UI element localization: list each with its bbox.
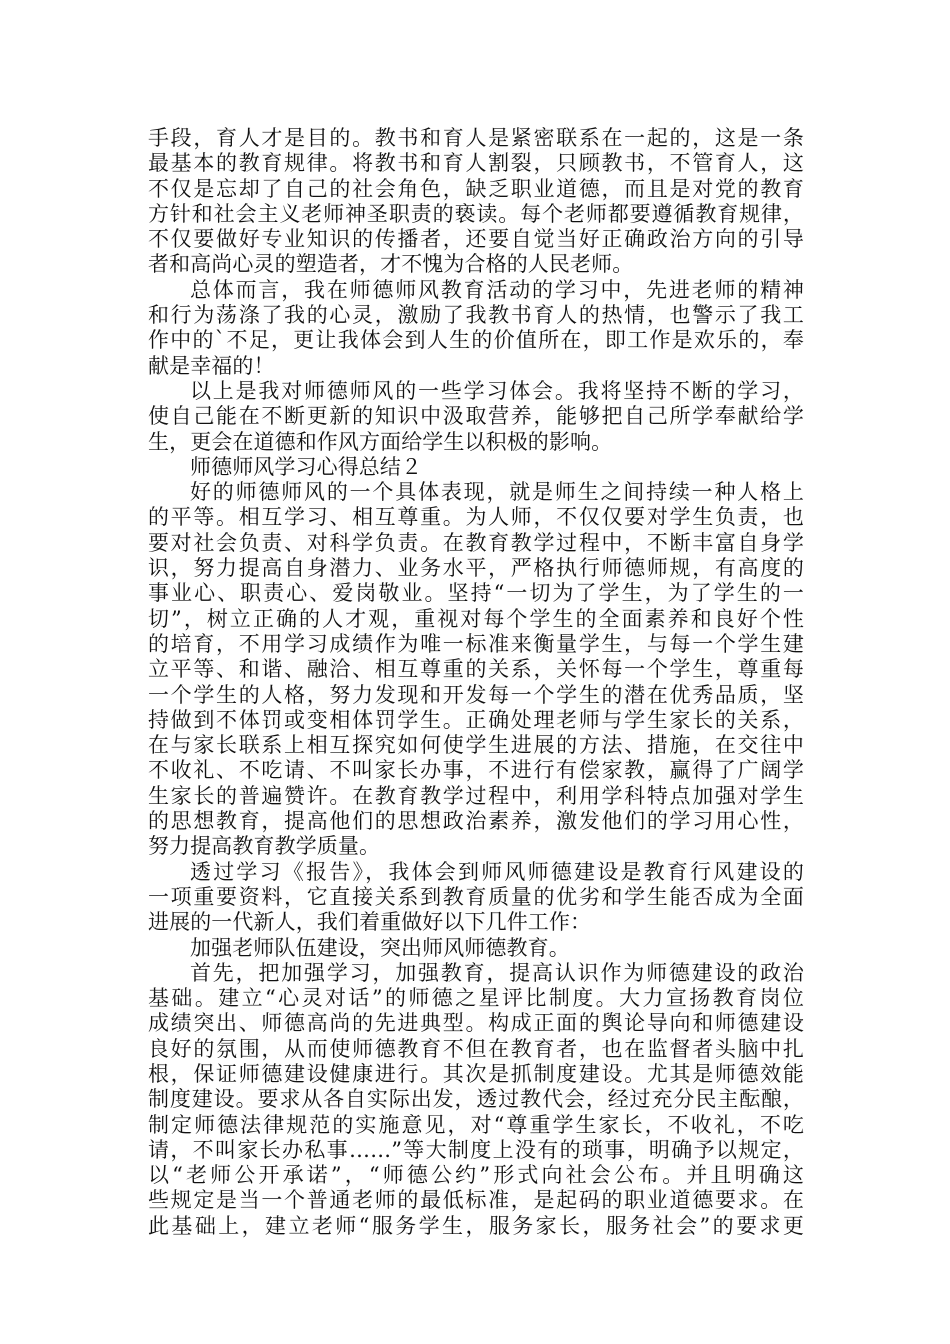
text-line: 根，保证师德建设健康进行。其次是抓制度建设。尤其是师德效能: [148, 1061, 804, 1086]
text-line: 要对社会负责、对科学负责。在教育教学过程中，不断丰富自身学: [148, 530, 804, 555]
text-line: 方针和社会主义老师神圣职责的亵读。每个老师都要遵循教育规律，: [148, 201, 804, 226]
text-line: 以“老师公开承诺”，“师德公约”形式向社会公布。并且明确这: [148, 1163, 804, 1188]
text-line: 以上是我对师德师风的一些学习体会。我将坚持不断的学习，: [190, 378, 804, 403]
text-line: 在与家长联系上相互探究如何使学生进展的方法、措施，在交往中: [148, 733, 804, 758]
text-line: 作中的`不足，更让我体会到人生的价值所在，即工作是欢乐的，奉: [148, 328, 804, 353]
text-line: 立平等、和谐、融洽、相互尊重的关系，关怀每一个学生，尊重每: [148, 657, 804, 682]
text-line: 事业心、职责心、爱岗敬业。坚持“一切为了学生，为了学生的一: [148, 581, 804, 606]
text-line: 使自己能在不断更新的知识中汲取营养，能够把自己所学奉献给学: [148, 404, 804, 429]
text-line: 最基本的教育规律。将教书和育人割裂，只顾教书，不管育人，这: [148, 151, 804, 176]
text-line: 生，更会在道德和作风方面给学生以积极的影响。: [148, 429, 613, 454]
text-line: 进展的一代新人，我们着重做好以下几件工作：: [148, 910, 592, 935]
text-line: 识，努力提高自身潜力、业务水平，严格执行师德师规，有高度的: [148, 556, 804, 581]
text-line: 不仅要做好专业知识的传播者，还要自觉当好正确政治方向的引导: [148, 227, 804, 252]
text-line: 的平等。相互学习、相互尊重。为人师，不仅仅要对学生负责，也: [148, 505, 804, 530]
text-line: 切”，树立正确的人才观，重视对每个学生的全面素养和良好个性: [148, 606, 804, 631]
text-line: 良好的氛围，从而使师德教育不但在教育者，也在监督者头脑中扎: [148, 1036, 804, 1061]
text-line: 不收礼、不吃请、不叫家长办事，不进行有偿家教，赢得了广阔学: [148, 758, 804, 783]
text-line: 好的师德师风的一个具体表现，就是师生之间持续一种人格上: [190, 480, 804, 505]
text-line: 一项重要资料，它直接关系到教育质量的优劣和学生能否成为全面: [148, 884, 804, 909]
text-line: 和行为荡涤了我的心灵，激励了我教书育人的热情，也警示了我工: [148, 303, 804, 328]
text-line: 者和高尚心灵的塑造者，才不愧为合格的人民老师。: [148, 252, 634, 277]
text-line: 请，不叫家长办私事……”等大制度上没有的琐事，明确予以规定，: [148, 1137, 804, 1162]
text-line: 的培育，不用学习成绩作为唯一标准来衡量学生，与每一个学生建: [148, 631, 804, 656]
text-line: 此基础上，建立老师“服务学生，服务家长，服务社会”的要求更: [148, 1213, 804, 1238]
text-line: 一个学生的人格，努力发现和开发每一个学生的潜在优秀品质，坚: [148, 682, 804, 707]
text-line: 生家长的普遍赞许。在教育教学过程中，利用学科特点加强对学生: [148, 783, 804, 808]
text-line: 手段，育人才是目的。教书和育人是紧密联系在一起的，这是一条: [148, 126, 804, 150]
text-line: 制度建设。要求从各自实际出发，透过教代会，经过充分民主酝酿，: [148, 1087, 804, 1112]
text-line: 制定师德法律规范的实施意见，对“尊重学生家长，不收礼，不吃: [148, 1112, 804, 1137]
text-line: 师德师风学习心得总结２: [190, 454, 423, 479]
text-line: 首先，把加强学习，加强教育，提高认识作为师德建设的政治: [190, 960, 804, 985]
text-line: 总体而言，我在师德师风教育活动的学习中，先进老师的精神: [190, 277, 804, 302]
document-body: [148, 126, 804, 1239]
text-line: 献是幸福的！: [148, 353, 275, 378]
text-line: 基础。建立“心灵对话”的师德之星评比制度。大力宣扬教育岗位: [148, 986, 804, 1011]
text-line: 的思想教育，提高他们的思想政治素养，激发他们的学习用心性，: [148, 809, 804, 834]
text-line: 透过学习《报告》，我体会到师风师德建设是教育行风建设的: [190, 859, 804, 884]
text-line: 加强老师队伍建设，突出师风师德教育。: [190, 935, 570, 960]
text-line: 努力提高教育教学质量。: [148, 834, 381, 859]
text-line: 持做到不体罚或变相体罚学生。正确处理老师与学生家长的关系，: [148, 707, 804, 732]
text-line: 些规定是当一个普通老师的最低标准，是起码的职业道德要求。在: [148, 1188, 804, 1213]
text-line: 不仅是忘却了自己的社会角色，缺乏职业道德，而且是对党的教育: [148, 176, 804, 201]
text-line: 成绩突出、师德高尚的先进典型。构成正面的舆论导向和师德建设: [148, 1011, 804, 1036]
